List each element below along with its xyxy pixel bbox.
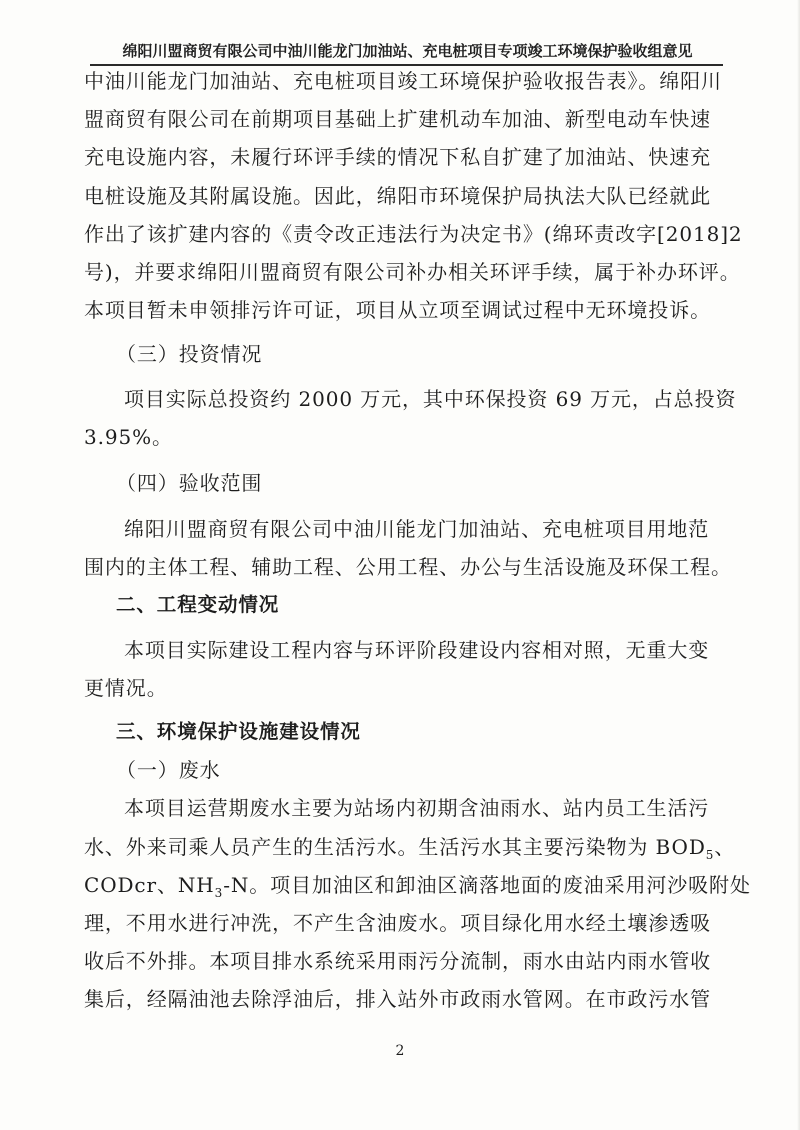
text-line: 中油川能龙门加油站、充电桩项目竣工环境保护验收报告表》。绵阳川 — [84, 69, 722, 93]
text-line: 项目实际总投资约 2000 万元，其中环保投资 69 万元，占总投资 — [124, 386, 737, 411]
subscript: 3 — [214, 885, 224, 900]
text-line: 充电设施内容，未履行环评手续的情况下私自扩建了加油站、快速充 — [84, 145, 711, 170]
body-text — [84, 62, 751, 1019]
text-line — [84, 866, 751, 904]
text-fragment: -N。项目加油区和卸油区滴落地面的废油采用河沙吸附处 — [223, 872, 751, 897]
section-heading-scope: （四）验收范围 — [116, 470, 263, 495]
text-line: 围内的主体工程、辅助工程、公用工程、办公与生活设施及环保工程。 — [84, 555, 732, 580]
section-heading-investment: （三）投资情况 — [116, 342, 263, 367]
text-fragment: 、 — [714, 834, 736, 859]
text-line: 绵阳川盟商贸有限公司中油川能龙门加油站、充电桩项目用地范 — [124, 517, 710, 542]
text-fragment: 水、外来司乘人员产生的生活污水。生活污水其主要污染物为 BOD — [84, 834, 706, 859]
text-line: 盟商贸有限公司在前期项目基础上扩建机动车加油、新型电动车快速 — [84, 107, 711, 132]
text-line: 电桩设施及其附属设施。因此，绵阳市环境保护局执法大队已经就此 — [84, 183, 711, 208]
text-line: 更情况。 — [84, 675, 168, 700]
subscript: 5 — [705, 847, 715, 862]
heading-env-facilities: 三、环境保护设施建设情况 — [116, 720, 361, 743]
text-line: 集后，经隔油池去除浮油后，排入站外市政雨水管网。在市政污水管 — [84, 987, 711, 1012]
text-line: 作出了该扩建内容的《责令改正违法行为决定书》(绵环责改字[2018]2 — [84, 221, 743, 246]
heading-engineering-changes: 二、工程变动情况 — [116, 593, 280, 617]
header-title: 绵阳川盟商贸有限公司中油川能龙门加油站、充电桩项目专项竣工环境保护验收组意见 — [122, 42, 693, 60]
text-line: 本项目运营期废水主要为站场内初期含油雨水、站内员工生活污 — [124, 796, 710, 821]
text-line: 收后不外排。本项目排水系统采用雨污分流制，雨水由站内雨水管收 — [84, 949, 711, 974]
text-line: 号)，并要求绵阳川盟商贸有限公司补办相关环评手续，属于补办环评。 — [84, 259, 741, 284]
text-line: 本项目暂未申领排污许可证，项目从立项至调试过程中无环境投诉。 — [84, 298, 711, 323]
text-line: 理，不用水进行冲洗，不产生含油废水。项目绿化用水经土壤渗透吸 — [84, 910, 711, 935]
text-line: 本项目实际建设工程内容与环评阶段建设内容相对照，无重大变 — [124, 637, 710, 662]
subheading-wastewater: （一）废水 — [116, 758, 221, 783]
text-line: 3.95%。 — [84, 424, 173, 449]
text-line — [84, 828, 736, 866]
page-number: 2 — [395, 1043, 405, 1059]
text-fragment: CODcr、NH — [84, 872, 215, 897]
